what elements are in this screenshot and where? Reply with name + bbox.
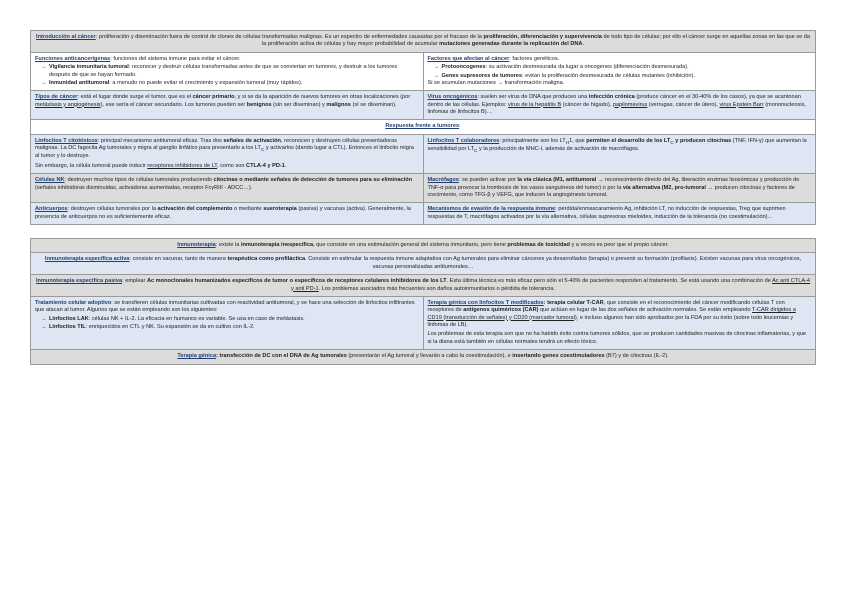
virus-text-3: (cáncer de hígado), — [561, 101, 613, 108]
nk-text-2: (señales inhibidoras disminuidas, activadoras aumentadas, receptor FcγRIII - ADCC…). — [35, 184, 253, 191]
factores-footer: Si se acumulan mutaciones → transformación maligna. — [427, 79, 565, 86]
arrow-icon: → — [41, 315, 47, 322]
virus-title: Virus oncogénicos — [427, 94, 478, 101]
activa-cell — [31, 253, 815, 274]
factores-item-2-title: Genes supresores de tumores — [441, 72, 523, 79]
car-underline-1: T-CAR dirigidos a CD19 (transducción de señales) y CD20 (marcador tumoral) — [427, 307, 796, 321]
adoptivo-title: Tratamiento celular adoptivo — [35, 299, 112, 306]
anticuerpos-title: Anticuerpos — [35, 206, 68, 213]
evasion-cell — [423, 203, 816, 224]
colaboradores-cell — [423, 135, 816, 173]
citotoxicos-subscript-1: C — [260, 147, 265, 153]
citotoxicos-cell — [31, 135, 423, 173]
tipos-bold-3: malignos — [326, 101, 351, 108]
citotoxicos-title: Linfocitos T citotóxicos — [35, 137, 98, 144]
citotoxicos-text-3: y activarlos (dando lugar a CTL). Entonces el linfocito migra al tumor y lo destruye. — [35, 145, 414, 160]
car-text-1: , que consiste en el reconocimiento del cáncer modificando células T con receptores de — [427, 299, 785, 314]
car-bold-1: antígenos quiméricos (CAR) — [463, 307, 539, 314]
citotoxicos-text-5: , como son — [217, 162, 247, 169]
factores-cell — [423, 53, 816, 91]
tipos-title: Tipos de cáncer — [35, 94, 78, 101]
citotoxicos-text-1: : principal mecanismo antitumoral eficaz. Tras dos — [97, 137, 224, 144]
genica-cell — [31, 350, 815, 363]
tipos-text-2: , y si se da la aparición de nuevos tumores en otras localizaciones (por — [234, 94, 411, 101]
respuesta-colon: : — [459, 123, 461, 130]
list-item — [41, 316, 419, 323]
arrow-icon: → — [41, 64, 47, 71]
car-cell — [423, 297, 816, 349]
inmunoterapia-title: Inmunoterapia — [177, 242, 216, 249]
funciones-item-2-title: Inmunidad antitumoral — [49, 79, 110, 86]
citotoxicos-bold-1: señales de activación — [223, 137, 281, 144]
macrofagos-text-3: → producen citocinas y factores de crecimiento, como TFG-β y VEFG, que inducen la angiogénesis tumoral. — [427, 184, 795, 198]
arrow-icon: → — [433, 72, 440, 79]
arrow-icon: → — [41, 79, 47, 86]
intro-bold-1: proliferación, diferenciación y supervivencia — [483, 34, 602, 40]
colaboradores-bold-2: y producen citocinas — [673, 137, 732, 144]
tipos-text-4: (sin ser diseminan) y — [271, 101, 327, 108]
anticuerpos-text-2: o mediante — [232, 206, 264, 213]
adoptivo-list — [35, 316, 419, 332]
tipos-underline-1: metástasis y angiogénesis — [35, 101, 101, 108]
arrow-icon: → — [433, 64, 440, 71]
colaboradores-text-3: (TNF, IFN-γ) que aumentan la sensibilidad por LT — [427, 137, 807, 153]
anticuerpos-bold-2: sueroterapia — [263, 206, 297, 213]
factores-item-1-text: : su activación desmesurada da lugar a oncogenes (diferenciación desmesurada). — [485, 64, 689, 71]
intro-text-1: : proliferación y diseminación fuera de control de clones de células transformadas malignas. Es un espectro de enfermedades causadas por el fracaso de la — [95, 34, 484, 40]
list-item — [41, 324, 419, 331]
colaboradores-text-1: : principalmente son los LT — [499, 137, 566, 144]
cancer-section — [30, 30, 816, 225]
nk-bold-1: citocinas o mediante señales de detección de tumores para su eliminación — [213, 177, 413, 184]
inmunoterapia-row — [31, 239, 815, 252]
intro-bold-2: mutaciones generadas durante la replicación del DNA — [439, 41, 583, 48]
activa-row — [31, 252, 815, 274]
pasiva-text-3: . Los problemas asociados más frecuentes son daños autoinmunitarios o pérdida de tolerancia. — [318, 285, 555, 292]
list-item — [41, 80, 419, 87]
genica-bold-2: insertando genes coestimuladores — [512, 353, 605, 360]
factores-item-2-text: : evitan la proliferación desmesurada de células mutantes (inhibición). — [522, 72, 695, 79]
inmunoterapia-text-3: y a veces es peor que el propio cáncer. — [569, 242, 669, 249]
inmunoterapia-cell — [31, 239, 815, 252]
list-item — [41, 64, 419, 79]
pasiva-title: Inmunoterapia específica pasiva — [35, 278, 123, 285]
virus-underline-1: virus de la hepatitis B — [508, 101, 562, 108]
pasiva-cell — [31, 275, 815, 296]
citotoxicos-paragraph-1 — [35, 138, 419, 161]
adoptivo-text-1: : se transfieren células inmunitarias cultivadas con reactividad antitumoral, y se hace una selección de linfocitos infiltrantes que atacan al tumor. Algunos que se están empleando son los siguientes: — [35, 299, 415, 314]
colaboradores-subscript-1: H — [565, 139, 570, 145]
virus-text-4: (verrugas, cáncer de útero), — [647, 101, 720, 108]
pasiva-text-2: . Esta última técnica es más eficaz pero sólo el 5-40% de pacientes responden al tratamiento. Se está usando una combinación de — [446, 278, 773, 285]
factores-intro: : factores genéticos. — [509, 55, 560, 62]
factores-list — [428, 64, 812, 80]
macrofagos-text-2: → reconocimiento directo del Ag, liberación enzimas lisosómicas y producción de TNF-α para provocar la trombosis de los vasos sanguíneos del tumor) o por la — [427, 177, 800, 191]
adoptivo-cell — [31, 297, 423, 349]
macrofagos-bold-2: vía alternativa (M2, pro-tumoral — [622, 184, 706, 191]
car-bold-0: : terapia celular T-CAR — [543, 299, 604, 306]
activa-title: Inmunoterapia específica activa — [44, 256, 130, 263]
anticuerpos-evasion-row — [31, 202, 815, 224]
factores-item-1-title: Protooncogenes — [441, 64, 486, 71]
funciones-item-1-text: : reconocer y destruir células transformadas antes de que se conviertan en tumores, y destruir a los tumores después de que se hayan formado. — [49, 64, 398, 78]
citotoxicos-underline-1: receptores inhibidores de LT — [147, 162, 218, 169]
adoptivo-item-2-title: Linfocitos TIL — [49, 324, 86, 331]
anticuerpos-text-3: (pasiva) y vacunas (activa). Generalmente, la presencia de anticuerpos no es suficientemente eficaz. — [35, 206, 411, 220]
factores-title: Factores que afectan al cáncer — [427, 55, 510, 62]
genica-text-1: (presentarán el Ag tumoral y llevarán a cabo la coestimulación), e — [346, 353, 513, 360]
intro-row — [31, 31, 815, 52]
adoptivo-car-row — [31, 296, 815, 349]
car-paragraph-2: Los problemas de esta terapia son que no ha habido éxito contra tumores sólidos, que se producen cantidades masivas de citocinas inflamatorias, y que si la diana está también en células normales tendrá un efecto tóxico. — [427, 331, 806, 345]
car-text-2: que actúan en lugar de las dos señales de activación normales. Se están empleando — [538, 307, 753, 314]
tipos-bold-1: cáncer primario — [192, 94, 235, 101]
colaboradores-text-4: y la producción de MHC-I, además de activación de macrófagos. — [477, 146, 640, 153]
intro-title: Introducción al cáncer — [36, 34, 96, 40]
tipos-virus-row — [31, 90, 815, 119]
page — [30, 30, 816, 365]
section-gap — [30, 225, 816, 238]
intro-cell — [31, 31, 815, 52]
citotoxicos-text-6: . — [284, 162, 287, 169]
macrofagos-bold-1: la vía clásica (M1, antitumoral — [517, 177, 597, 184]
car-paragraph-1 — [428, 300, 812, 330]
linfocitos-row — [31, 134, 815, 173]
funciones-cell — [31, 53, 423, 91]
macrofagos-title: Macrófagos — [427, 177, 459, 184]
list-item — [434, 64, 812, 71]
colaboradores-subscript-3: C — [474, 148, 478, 154]
citotoxicos-paragraph-2 — [35, 163, 419, 170]
inmunoterapia-bold-1: inmunoterapia inespecífica — [240, 242, 314, 249]
nk-text-1: : destruyen muchos tipos de células tumorales produciendo — [64, 177, 214, 184]
citotoxicos-bold-2: CTLA-4 y PD-1 — [246, 162, 285, 169]
funciones-list — [35, 64, 419, 87]
anticuerpos-text-1: : destruyen células tumorales por la — [67, 206, 158, 213]
virus-cell — [423, 91, 816, 119]
virus-text-5: (mononucleosis, linfomas de linfocitos B)… — [427, 101, 806, 115]
list-item — [434, 73, 812, 80]
arrow-icon: → — [41, 324, 47, 331]
intro-text-2: de todo tipo de células; por ello el cáncer surge en aquellas zonas en las que se da la proliferación activa de células y hay mayor probabilidad de acumular — [261, 34, 810, 48]
inmunoterapia-text-2: , que consiste en una estimulación general del sistema inmunitario, pero tiene — [313, 242, 508, 249]
car-title: Terapia génica con linfocitos T modificados — [427, 299, 544, 306]
genica-title: Terapia génica — [177, 353, 217, 360]
car-text-3: , e incluso algunos han sido aprobados por la FDA por su éxito (sobre todo leucemias y linfomas de LB). — [427, 314, 794, 329]
pasiva-text-1: : emplear — [122, 278, 147, 285]
macrofagos-cell — [423, 174, 816, 202]
respuesta-cell — [31, 120, 815, 133]
activa-text-2: . Consiste en estimular la respuesta inmune adaptativa con Ag tumorales para eliminar cánceres ya desarrollados (terapia) o prevenir su formación (profilaxis). Existen vacunas para virus oncogénicos, vacunas personalizadas antitumorales… — [305, 256, 802, 270]
virus-bold-1: infección crónica — [588, 94, 635, 101]
colaboradores-subscript-2: C — [670, 139, 674, 145]
intro-text-3: . — [582, 41, 585, 48]
nk-title: Células NK — [35, 177, 65, 184]
tipos-cell — [31, 91, 423, 119]
citotoxicos-text-2: , reconocen y destruyen células presentadoras malignas. La DC fagocita Ag tumorales y migra al ganglio linfático para presentarlo a los LT — [35, 137, 397, 152]
adoptivo-item-2-text: : enriquecidos en CTL y NK. Su expansión se da en cultivo con IL-2. — [85, 324, 255, 331]
virus-text-1: : suelen ser virus de DNA que producen una — [477, 94, 589, 101]
pasiva-underline-1: Ac anti CTLA-4 y anti PD-1 — [291, 278, 811, 292]
genica-text-2: (B7) y de citocinas (IL-2). — [604, 353, 669, 360]
respuesta-row — [31, 119, 815, 133]
citotoxicos-text-4: Sin embargo, la célula tumoral puede inducir — [35, 162, 148, 169]
adoptivo-item-1-title: Linfocitos LAK — [49, 315, 89, 322]
colaboradores-text-2: 1, que — [569, 137, 587, 144]
tipos-text-3: ), ese sería el cáncer secundario. Los tumores pueden ser — [100, 101, 247, 108]
virus-text-2: (produce cáncer en el 30-40% de los casos), ya que se acantonan dentro de las células. Ejemplos: — [427, 94, 801, 108]
pasiva-row — [31, 274, 815, 296]
funciones-item-2-text: : a menudo no puede evitar el crecimiento y expansión tumoral (muy rápidos). — [109, 79, 303, 86]
tipos-text-1: : está el lugar donde surge el tumor, que es el — [77, 94, 193, 101]
funciones-intro: : funciones del sistema inmune para evitar el cáncer. — [110, 55, 241, 62]
evasion-title: Mecanismos de evasión de la respuesta inmune — [427, 206, 556, 213]
macrofagos-text-1: : se pueden activar por — [458, 177, 518, 184]
tipos-text-5: (sí se diseminan). — [350, 101, 397, 108]
inmunoterapia-section — [30, 238, 816, 365]
nk-macrofagos-row — [31, 173, 815, 202]
inmunoterapia-bold-2: problemas de toxicidad — [507, 242, 570, 249]
colaboradores-title: Linfocitos T colaboradores — [427, 137, 500, 144]
functions-factors-row — [31, 52, 815, 91]
anticuerpos-cell — [31, 203, 423, 224]
funciones-item-1-title: Vigilancia inmunitaria tumoral — [49, 64, 129, 71]
adoptivo-item-1-text: : células NK + IL-2. La eficacia en humanos es variable. Se usa en caso de metástasis. — [88, 315, 305, 322]
inmunoterapia-text-1: : existe la — [215, 242, 241, 249]
nk-cell — [31, 174, 423, 202]
activa-bold-1: terapéutica como profiláctica — [227, 256, 306, 263]
genica-row — [31, 349, 815, 363]
genica-bold-1: : transfección de DC con el DNA de Ag tumorales — [216, 353, 347, 360]
activa-text-1: : consiste en vacunar, tanto de manera — [129, 256, 228, 263]
virus-underline-2: papilomavirus — [612, 101, 648, 108]
respuesta-title: Respuesta frente a tumores — [385, 123, 460, 130]
anticuerpos-bold-1: activación del complemento — [157, 206, 233, 213]
colaboradores-bold-1: permiten el desarrollo de los LT — [586, 137, 671, 144]
virus-underline-3: virus Epstein Barr — [719, 101, 764, 108]
tipos-bold-2: benignos — [246, 101, 272, 108]
evasion-text-1: : pérdida/enmascaramiento Ag, inhibición LT, no inducción de respuestas, Treg que suprimen respuestas de T, macrófagos activados por la vía alternativa, células supresoras mieloides, inducción de la tolerancia (no coestimulación)… — [427, 206, 786, 220]
pasiva-bold-1: Ac monoclonales humanizados específicos de tumor o específicos de receptores celulares inhibidores de los LT — [146, 278, 447, 285]
funciones-title: Funciones anticancerígenas — [35, 55, 111, 62]
